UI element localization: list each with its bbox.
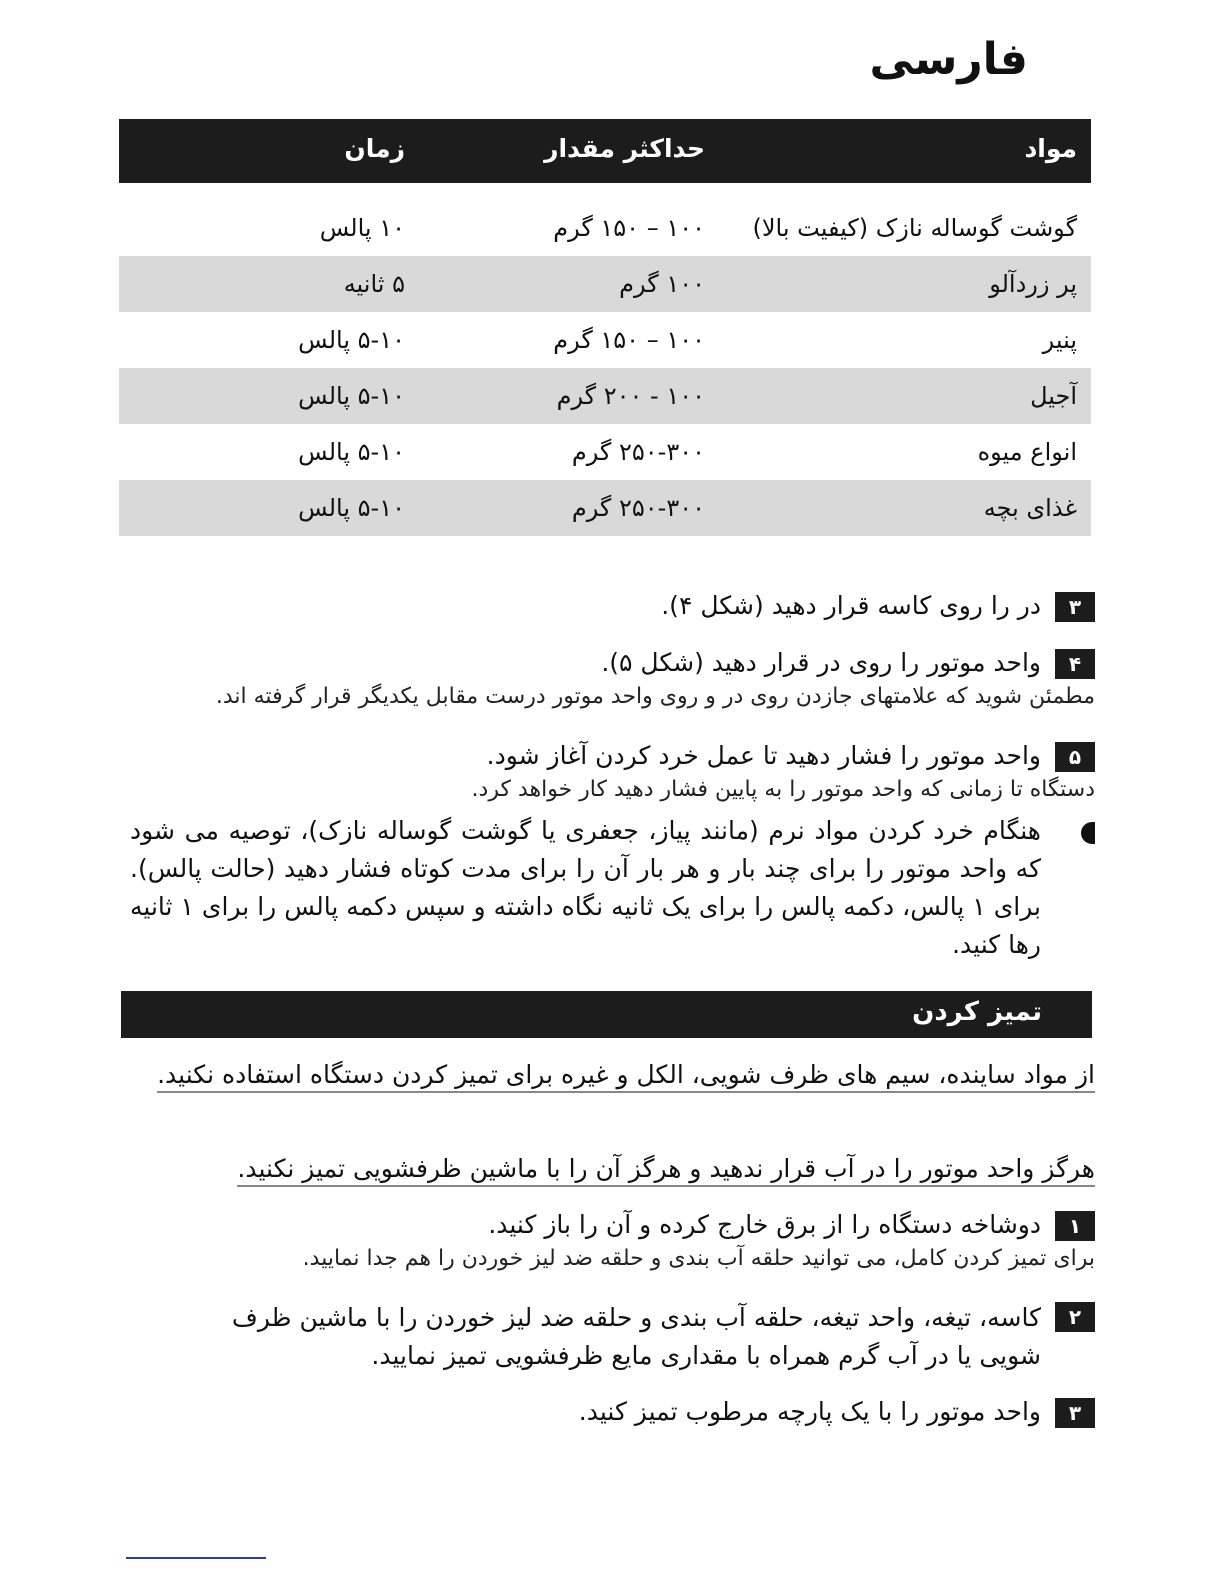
tip-bullet — [130, 812, 1095, 964]
cleaning-step-1 — [303, 1207, 1095, 1275]
step-number-badge: ۳ — [1055, 592, 1095, 622]
step-number-badge: ۳ — [1055, 1398, 1095, 1428]
tip-text: هنگام خرد کردن مواد نرم (مانند پیاز، جعفری یا گوشت گوساله نازک)، توصیه می شود که واحد موتور را برای چند بار و هر بار آن را برای مدت کوتاه فشار دهید (حالت پالس). برای ۱ پالس، دکمه پالس را برای یک ثانیه نگاه داشته و سپس دکمه پالس را برای ۱ ثانیه رها کنید. — [130, 816, 1041, 959]
cell-max-amount: ۱۰۰ گرم — [619, 270, 705, 298]
table-row — [119, 368, 1091, 424]
cleaning-section-header — [121, 991, 1092, 1038]
step-number-badge: ۵ — [1055, 742, 1095, 772]
table-row — [119, 256, 1091, 312]
cell-time: ۵-۱۰ پالس — [298, 494, 405, 522]
header-time: زمان — [344, 134, 405, 163]
step-text: واحد موتور را روی در قرار دهید (شکل ۵). — [601, 648, 1041, 677]
step-text: واحد موتور را با یک پارچه مرطوب تمیز کنید. — [578, 1397, 1041, 1426]
cell-material: گوشت گوساله نازک (کیفیت بالا) — [752, 214, 1077, 242]
cell-time: ۵-۱۰ پالس — [298, 326, 405, 354]
step-note: مطمئن شوید که علامتهای جازدن روی در و روی واحد موتور درست مقابل یکدیگر قرار گرفته اند. — [215, 684, 1095, 709]
amounts-table — [119, 119, 1091, 536]
cleaning-warning — [237, 1150, 1095, 1188]
cell-time: ۱۰ پالس — [319, 214, 405, 242]
step-note: دستگاه تا زمانی که واحد موتور را به پایین فشار دهید کار خواهد کرد. — [471, 777, 1095, 802]
cleaning-title: تمیز کردن — [912, 997, 1042, 1027]
step-text: دوشاخه دستگاه را از برق خارج کرده و آن را باز کنید. — [488, 1210, 1041, 1239]
usage-step-4 — [216, 645, 1095, 713]
cell-material: پنیر — [1042, 326, 1077, 354]
cell-max-amount: ۱۰۰ - ۲۰۰ گرم — [556, 382, 705, 410]
cell-time: ۵ ثانیه — [343, 270, 405, 298]
step-number-badge: ۲ — [1055, 1302, 1095, 1332]
cleaning-step-3 — [579, 1394, 1095, 1430]
table-row — [119, 424, 1091, 480]
language-title: فارسی — [869, 34, 1028, 85]
table-row — [119, 200, 1091, 256]
usage-step-5 — [472, 738, 1095, 806]
cell-material: پر زردآلو — [989, 270, 1077, 298]
step-text: واحد موتور را فشار دهید تا عمل خرد کردن آغاز شود. — [486, 741, 1041, 770]
cleaning-step-2 — [175, 1299, 1095, 1375]
cell-time: ۵-۱۰ پالس — [298, 438, 405, 466]
cell-max-amount: ۱۰۰ – ۱۵۰ گرم — [553, 214, 705, 242]
step-text: در را روی کاسه قرار دهید (شکل ۴). — [661, 591, 1041, 620]
table-header — [119, 119, 1091, 183]
step-number-badge: ۴ — [1055, 649, 1095, 679]
step-text: کاسه، تیغه، واحد تیغه، حلقه آب بندی و حلقه ضد لیز خوردن را با ماشین ظرف شویی یا در آب گرم همراه با مقداری مایع ظرفشویی تمیز نمایید. — [231, 1303, 1041, 1370]
step-note: برای تمیز کردن کامل، می توانید حلقه آب بندی و حلقه ضد لیز خوردن را هم جدا نمایید. — [302, 1246, 1095, 1271]
header-max-amount: حداکثر مقدار — [544, 134, 705, 163]
cell-material: آجیل — [1030, 382, 1077, 410]
table-row — [119, 480, 1091, 536]
warning-text: هرگز واحد موتور را در آب قرار ندهید و هرگز آن را با ماشین ظرفشویی تمیز نکنید. — [237, 1154, 1095, 1187]
cell-max-amount: ۱۰۰ – ۱۵۰ گرم — [553, 326, 705, 354]
warning-text: از مواد ساینده، سیم های ظرف شویی، الکل و غیره برای تمیز کردن دستگاه استفاده نکنید. — [157, 1060, 1095, 1093]
cell-max-amount: ۲۵۰-۳۰۰ گرم — [571, 438, 705, 466]
footer-divider — [126, 1557, 266, 1559]
cell-max-amount: ۲۵۰-۳۰۰ گرم — [571, 494, 705, 522]
step-number-badge: ۱ — [1055, 1211, 1095, 1241]
usage-step-3 — [661, 588, 1095, 624]
cell-material: انواع میوه — [977, 438, 1077, 466]
cell-time: ۵-۱۰ پالس — [298, 382, 405, 410]
cleaning-warning — [135, 1056, 1095, 1094]
header-material: مواد — [1024, 134, 1077, 163]
bullet-icon — [1081, 822, 1095, 844]
table-row — [119, 312, 1091, 368]
cell-material: غذای بچه — [983, 494, 1077, 522]
